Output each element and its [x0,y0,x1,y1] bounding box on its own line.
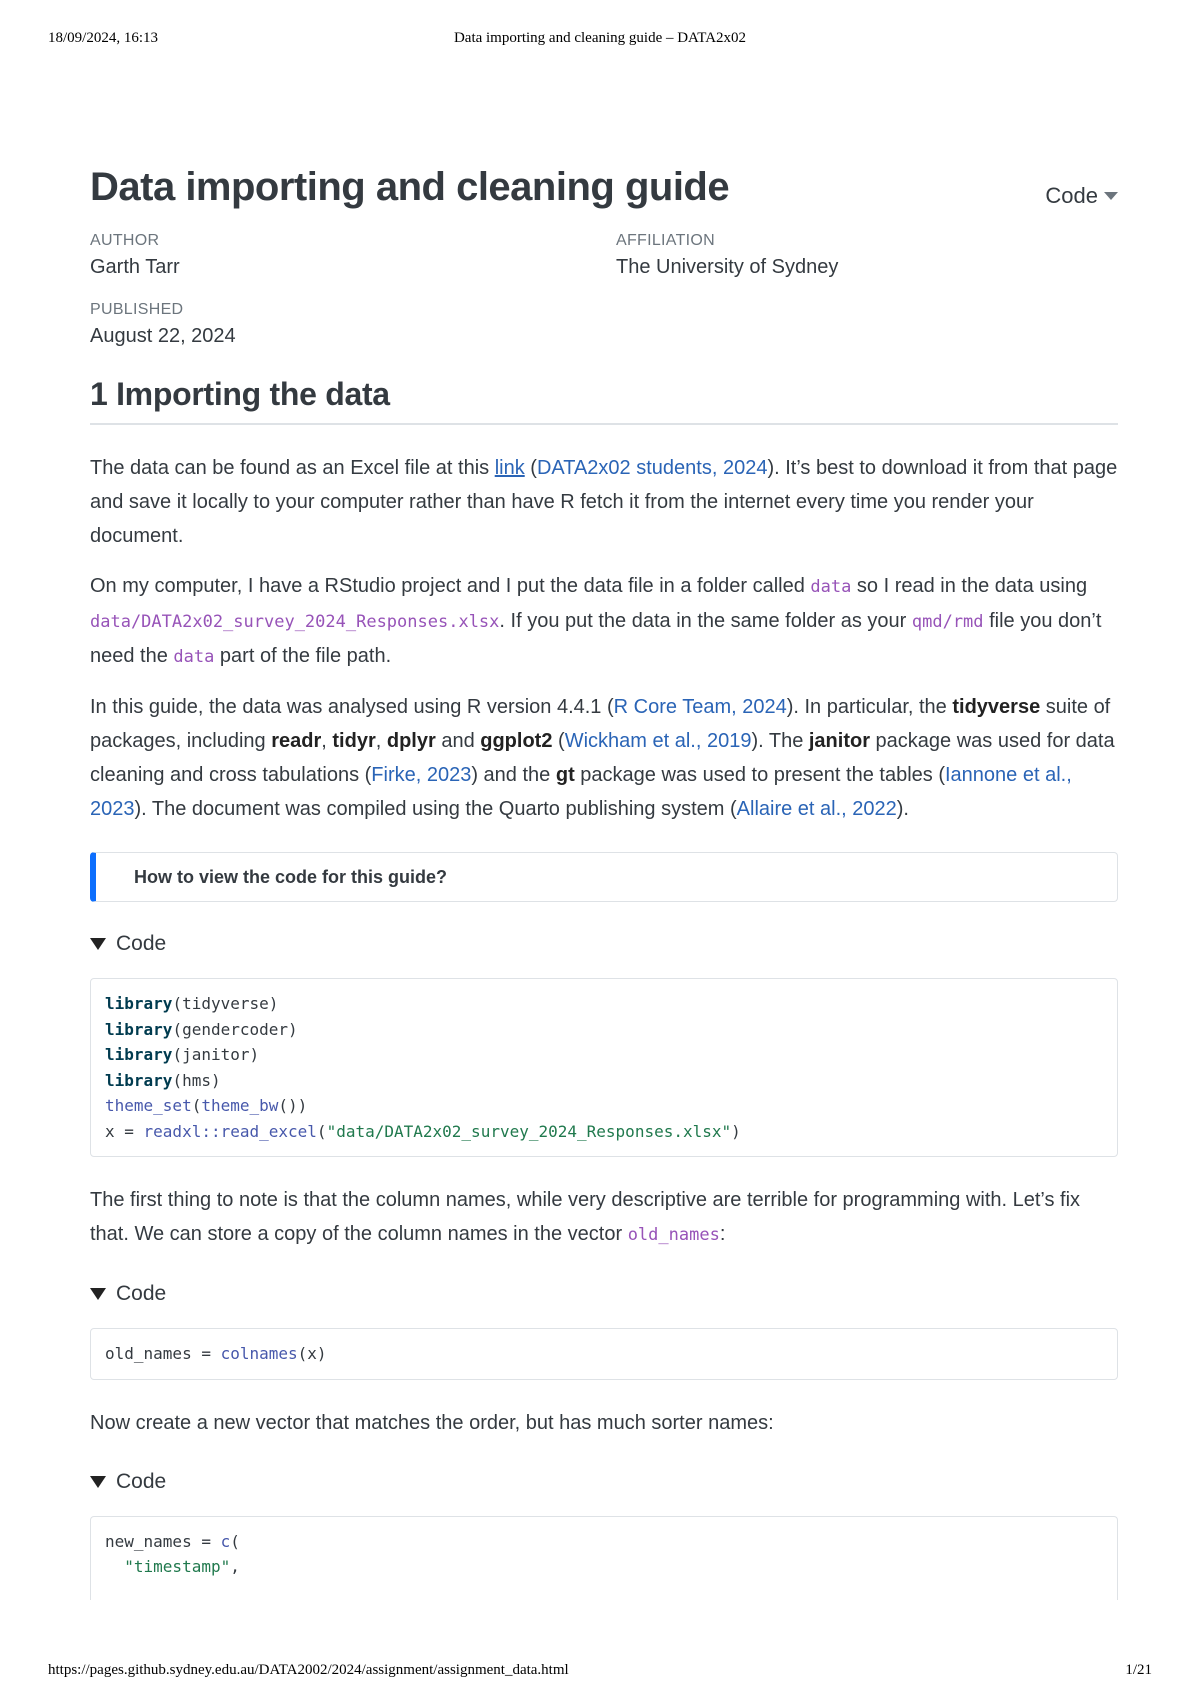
text: The first thing to note is that the column names, while very descriptive are terrible for programming with. Let’s fix that. We can store a copy of the column names in the vector [90,1189,1081,1245]
code-token: library [105,1045,173,1064]
code-line [105,991,1103,1017]
text: ) and the [471,764,556,786]
data-link[interactable]: link [494,457,525,479]
code-token: (x) [297,1344,327,1363]
caret-down-icon [1104,192,1118,200]
print-header [48,30,1152,47]
code-fold-label: Code [116,1282,167,1305]
citation-link[interactable]: DATA2x02 students, 2024 [536,457,768,479]
code-token: "data/DATA2x02_survey_2024_Responses.xlsx" [326,1121,732,1141]
code-token: (gendercoder) [172,1019,298,1039]
paragraph-data-source [90,451,1118,553]
text: suite of packages, including [90,696,1111,752]
code-fold-toggle[interactable] [90,932,1118,956]
page-title: Data importing and cleaning guide [90,165,730,209]
code-block-old-names [90,1328,1118,1380]
print-page-title: Data importing and cleaning guide – DATA2x02 [453,30,747,46]
text: ). The [751,730,809,752]
code-fold-label: Code [116,932,167,955]
meta-affiliation [616,232,1116,279]
citation-link[interactable]: Wickham et al., 2019 [564,730,752,752]
code-token: new_names = [105,1531,221,1551]
inline-code: data/DATA2x02_survey_2024_Responses.xlsx [90,612,500,632]
triangle-down-icon [90,1476,106,1488]
code-token: colnames [220,1344,298,1363]
text: ( [552,730,565,752]
package-name: dplyr [386,730,436,752]
text: ). In particular, the [786,696,953,718]
code-line [105,1017,1103,1043]
code-token [105,1557,124,1576]
meta-author-label: AUTHOR [90,232,160,249]
meta-published-label: PUBLISHED [90,301,184,318]
code-token: c [220,1531,231,1551]
citation-link[interactable]: Firke, 2023 [371,764,472,786]
code-line [105,1068,1103,1094]
code-line [105,1529,1103,1555]
code-token: readxl::read_excel [143,1121,317,1141]
code-token: ) [731,1121,741,1141]
inline-code: qmd/rmd [911,612,984,632]
code-token: old_names = [105,1344,221,1363]
text: file you don’t need the [90,610,1102,667]
code-token: library [105,994,173,1013]
code-token: ( [191,1096,202,1115]
text: In this guide, the data was analysed using R version 4.4.1 ( [90,696,614,718]
code-fold-toggle[interactable] [90,1470,1118,1494]
code-token: ( [230,1531,240,1551]
text: , [375,730,387,752]
code-line [105,1093,1103,1119]
meta-author [90,232,616,279]
citation-link[interactable]: Allaire et al., 2022 [736,798,897,820]
code-token: library [105,1019,173,1039]
text: package was used to present the tables ( [574,764,945,786]
code-token: (hms) [172,1070,221,1090]
callout-view-code[interactable] [90,852,1118,902]
text: , [321,730,333,752]
print-page-number: 1/21 [1125,1662,1152,1678]
text: ). [896,798,909,820]
package-name: gt [555,764,575,786]
text: On my computer, I have a RStudio project and I put the data file in a folder called [90,575,811,597]
code-fold-label: Code [116,1469,167,1493]
text: part of the file path. [214,645,392,667]
text: ). It’s best to download it from that page and save it locally to your computer rather than have R fetch it from the internet every time you render your document. [90,457,1118,547]
code-fold-toggle[interactable] [90,1282,1118,1306]
code-token: "timestamp" [124,1557,231,1576]
title-meta [90,232,1118,348]
package-name: readr [271,730,322,752]
paragraph-new-names: Now create a new vector that matches the order, but has much sorter names: [90,1411,774,1434]
code-token: theme_set [105,1096,192,1115]
code-line [105,1341,1103,1367]
code-tools-menu[interactable] [1045,165,1118,209]
print-datetime: 18/09/2024, 16:13 [48,30,159,46]
meta-published-value: August 22, 2024 [90,325,236,347]
section-heading-importing: 1 Importing the data [90,376,1118,425]
text: so I read in the data using [851,575,1088,597]
paragraph-column-names [90,1183,1118,1252]
paragraph-software [90,690,1118,826]
meta-affiliation-value: The University of Sydney [616,256,839,278]
code-token: theme_bw [201,1096,279,1115]
inline-code: data [173,647,215,667]
callout-title: How to view the code for this guide? [134,866,448,887]
code-line [105,1119,1103,1145]
code-line [105,1554,1103,1580]
citation-link[interactable]: R Core Team, 2024 [613,696,787,718]
package-name: tidyverse [952,696,1041,718]
text: ( [524,457,537,479]
code-token: (tidyverse) [172,994,279,1013]
package-name: ggplot2 [480,730,553,752]
package-name: janitor [808,730,870,752]
text: package was used for data cleaning and cross tabulations ( [90,730,1115,786]
code-token: (janitor) [172,1045,260,1064]
code-token: ( [316,1121,327,1141]
citation-link[interactable]: Iannone et al., 2023 [90,764,1072,820]
meta-affiliation-label: AFFILIATION [616,232,716,249]
triangle-down-icon [90,1288,106,1300]
code-token: library [105,1070,173,1090]
code-token: , [230,1557,240,1576]
code-token: x = [105,1121,144,1141]
triangle-down-icon [90,938,106,950]
print-url: https://pages.github.sydney.edu.au/DATA2002/2024/assignment/assignment_data.html [48,1662,569,1678]
paragraph-file-path [90,569,1118,674]
code-line [105,1042,1103,1068]
meta-published [90,301,616,348]
title-row [90,165,1118,210]
code-tools-label: Code [1045,183,1098,208]
text: ). The document was compiled using the Quarto publishing system ( [134,798,737,820]
code-token: ()) [278,1096,308,1115]
print-footer [48,1662,1152,1679]
inline-code: data [810,577,852,597]
text: The data can be found as an Excel file at this [90,457,495,479]
text: : [719,1223,726,1245]
package-name: tidyr [332,730,376,752]
inline-code: old_names [627,1225,720,1245]
code-block-new-names [90,1516,1118,1600]
text: and [435,730,481,752]
meta-author-value: Garth Tarr [90,256,180,278]
text: . If you put the data in the same folder as your [499,610,912,632]
document-body [90,165,1118,1600]
code-block-setup [90,978,1118,1157]
